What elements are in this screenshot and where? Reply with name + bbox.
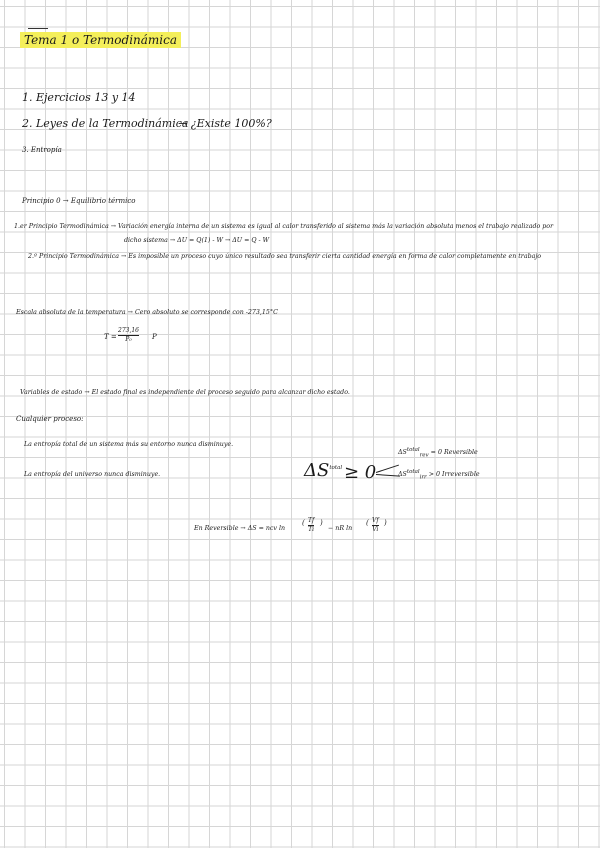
topic-1: 1. Ejercicios 13 y 14	[22, 91, 136, 104]
paren-close-1: )	[320, 519, 323, 527]
paren-open-1: (	[302, 519, 305, 527]
reversible-middle: − nR ln	[328, 525, 353, 532]
frac-2-num: Vf	[372, 517, 379, 524]
topic-3: 3. Entropía	[22, 146, 62, 154]
paren-open-2: (	[366, 519, 369, 527]
formula-t-numerator: 273,16	[118, 327, 139, 334]
variables-estado: Variables de estado → El estado final es independiente del proceso seguido para alcanzar dicho estado.	[20, 389, 350, 396]
formula-t-left: T =	[104, 333, 117, 341]
topic-2: 2. Leyes de la Termodinámica	[22, 117, 189, 130]
formula-t-denominator: P₀	[125, 336, 132, 344]
paren-close-2: )	[384, 519, 387, 527]
reversible-frac-2	[372, 518, 379, 534]
formula-t-right: P	[152, 333, 157, 341]
topic-2-question: → ¿Existe 100%?	[178, 117, 272, 130]
frac-1-den: Ti	[308, 526, 315, 534]
page-title: Tema 1 o Termodinámica	[20, 32, 181, 48]
branch-rev	[376, 465, 399, 473]
frac-1-num: Tf	[308, 517, 315, 524]
formula-t-fraction	[118, 328, 139, 344]
escala-absoluta: Escala absoluta de la temperatura → Cero absoluto se corresponde con -273,15°C	[16, 309, 278, 316]
primer-principio-line1: 1.er Principio Termodinámica → Variación energía interna de un sistema es igual al calor transferido al sistema más la variación absoluta menos el trabajo realizado por	[14, 223, 554, 230]
principio-cero: Principio 0 → Equilibrio térmico	[22, 197, 136, 205]
delta-s-main: $\Delta S^{total}$	[304, 460, 343, 481]
primer-principio-line2: dicho sistema → ΔU = Q(1) - W → ΔU = Q - W	[124, 237, 270, 244]
reversible-frac-1	[308, 518, 314, 534]
entropia-total: La entropía total de un sistema más su entorno nunca disminuye.	[24, 441, 234, 448]
delta-s-rev: ΔStotalrev = 0 Reversible	[398, 447, 478, 459]
entropia-universo: La entropía del universo nunca disminuye.	[24, 471, 161, 478]
title-overline	[28, 28, 48, 29]
reversible-prefix: En Reversible → ΔS = ncv ln	[194, 525, 286, 532]
segundo-principio: 2.º Principio Termodinámica → Es imposible un proceso cuyo único resultado sea transferir cierta cantidad energía en forma de calor completamente en trabajo	[28, 253, 542, 260]
delta-s-ge: ≥ 0	[344, 462, 377, 483]
frac-2-den: Vi	[372, 526, 379, 534]
delta-s-irr: ΔStotalirr > 0 Irreversible	[398, 469, 480, 481]
branch-irr	[376, 474, 400, 477]
cualquier-proceso: Cualquier proceso:	[16, 415, 84, 423]
